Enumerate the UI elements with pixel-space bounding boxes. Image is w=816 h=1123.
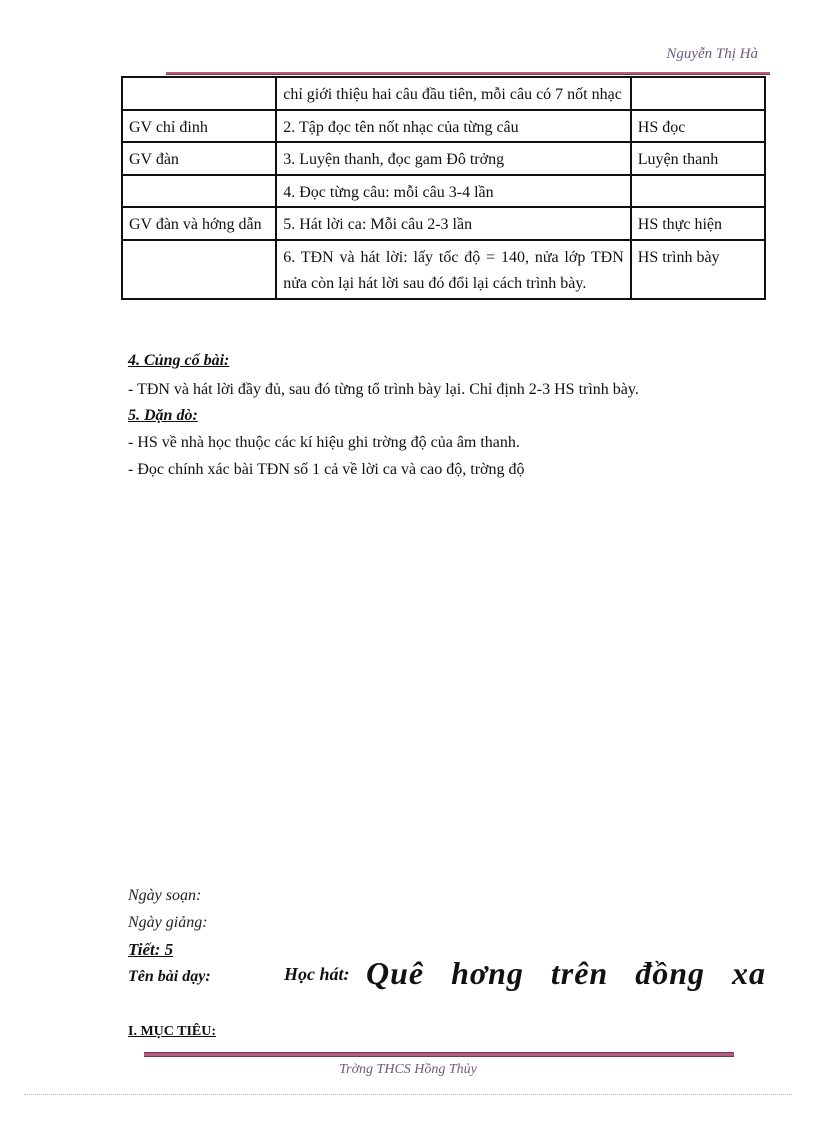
lesson-name-label: Tên bài dạy:: [128, 968, 211, 985]
lesson-table: [121, 76, 766, 300]
footer-school: Trờng THCS Hồng Thủy: [339, 1062, 477, 1077]
table-cell-c3: HS trình bày: [631, 240, 765, 299]
table-cell-c2: 2. Tập đọc tên nốt nhạc của từng câu: [276, 110, 631, 143]
table-row: [122, 175, 765, 208]
table-row: [122, 77, 765, 110]
footer-rule: [144, 1052, 734, 1057]
table-cell-c1: [122, 240, 276, 299]
teach-date-label: Ngày giảng:: [128, 914, 208, 931]
table-cell-c1: [122, 77, 276, 110]
table-cell-c2: 5. Hát lời ca: Mỗi câu 2-3 lần: [276, 207, 631, 240]
objectives-title: I. MỤC TIÊU:: [128, 1024, 217, 1039]
table-row: [122, 110, 765, 143]
table-row: [122, 207, 765, 240]
table-cell-c3: [631, 175, 765, 208]
consolidation-title: 4. Củng cố bài:: [128, 352, 230, 369]
homework-title: 5. Dặn dò:: [128, 407, 198, 424]
period-label: Tiết: 5: [128, 940, 174, 959]
table-cell-c3: [631, 77, 765, 110]
header-rule: [166, 72, 770, 75]
table-cell-c2: 3. Luyện thanh, đọc gam Đô trởng: [276, 142, 631, 175]
table-cell-c3: HS đọc: [631, 110, 765, 143]
table-cell-c1: GV đàn và hớng dẫn: [122, 207, 276, 240]
homework-line-2: - Đọc chính xác bài TĐN số 1 cả về lời ca và cao độ, trờng độ: [128, 461, 525, 478]
song-prefix: Học hát:: [284, 964, 350, 984]
table-cell-c1: GV đàn: [122, 142, 276, 175]
table-cell-c3: Luyện thanh: [631, 142, 765, 175]
table-cell-c1: GV chỉ đinh: [122, 110, 276, 143]
consolidation-text: - TĐN và hát lời đầy đủ, sau đó từng tổ trình bày lại. Chỉ định 2-3 HS trình bày.: [128, 381, 639, 398]
table-row: [122, 142, 765, 175]
homework-line-1: - HS về nhà học thuộc các kí hiệu ghi trờng độ của âm thanh.: [128, 434, 520, 451]
page-bottom-border: [24, 1094, 792, 1095]
table-row: [122, 240, 765, 299]
header-author: Nguyễn Thị Hà: [666, 46, 758, 62]
table-cell-c2: 4. Đọc từng câu: mỗi câu 3-4 lần: [276, 175, 631, 208]
table-cell-c3: HS thực hiện: [631, 207, 765, 240]
song-title: Quê hơng trên đồng xa: [366, 955, 767, 991]
table-cell-c2: chỉ giới thiệu hai câu đầu tiên, mỗi câu có 7 nốt nhạc: [276, 77, 631, 110]
prep-date-label: Ngày soạn:: [128, 887, 202, 904]
table-cell-c2: 6. TĐN và hát lời: lấy tốc độ = 140, nửa lớp TĐN nửa còn lại hát lời sau đó đổi lại cách trình bày.: [276, 240, 631, 299]
table-cell-c1: [122, 175, 276, 208]
